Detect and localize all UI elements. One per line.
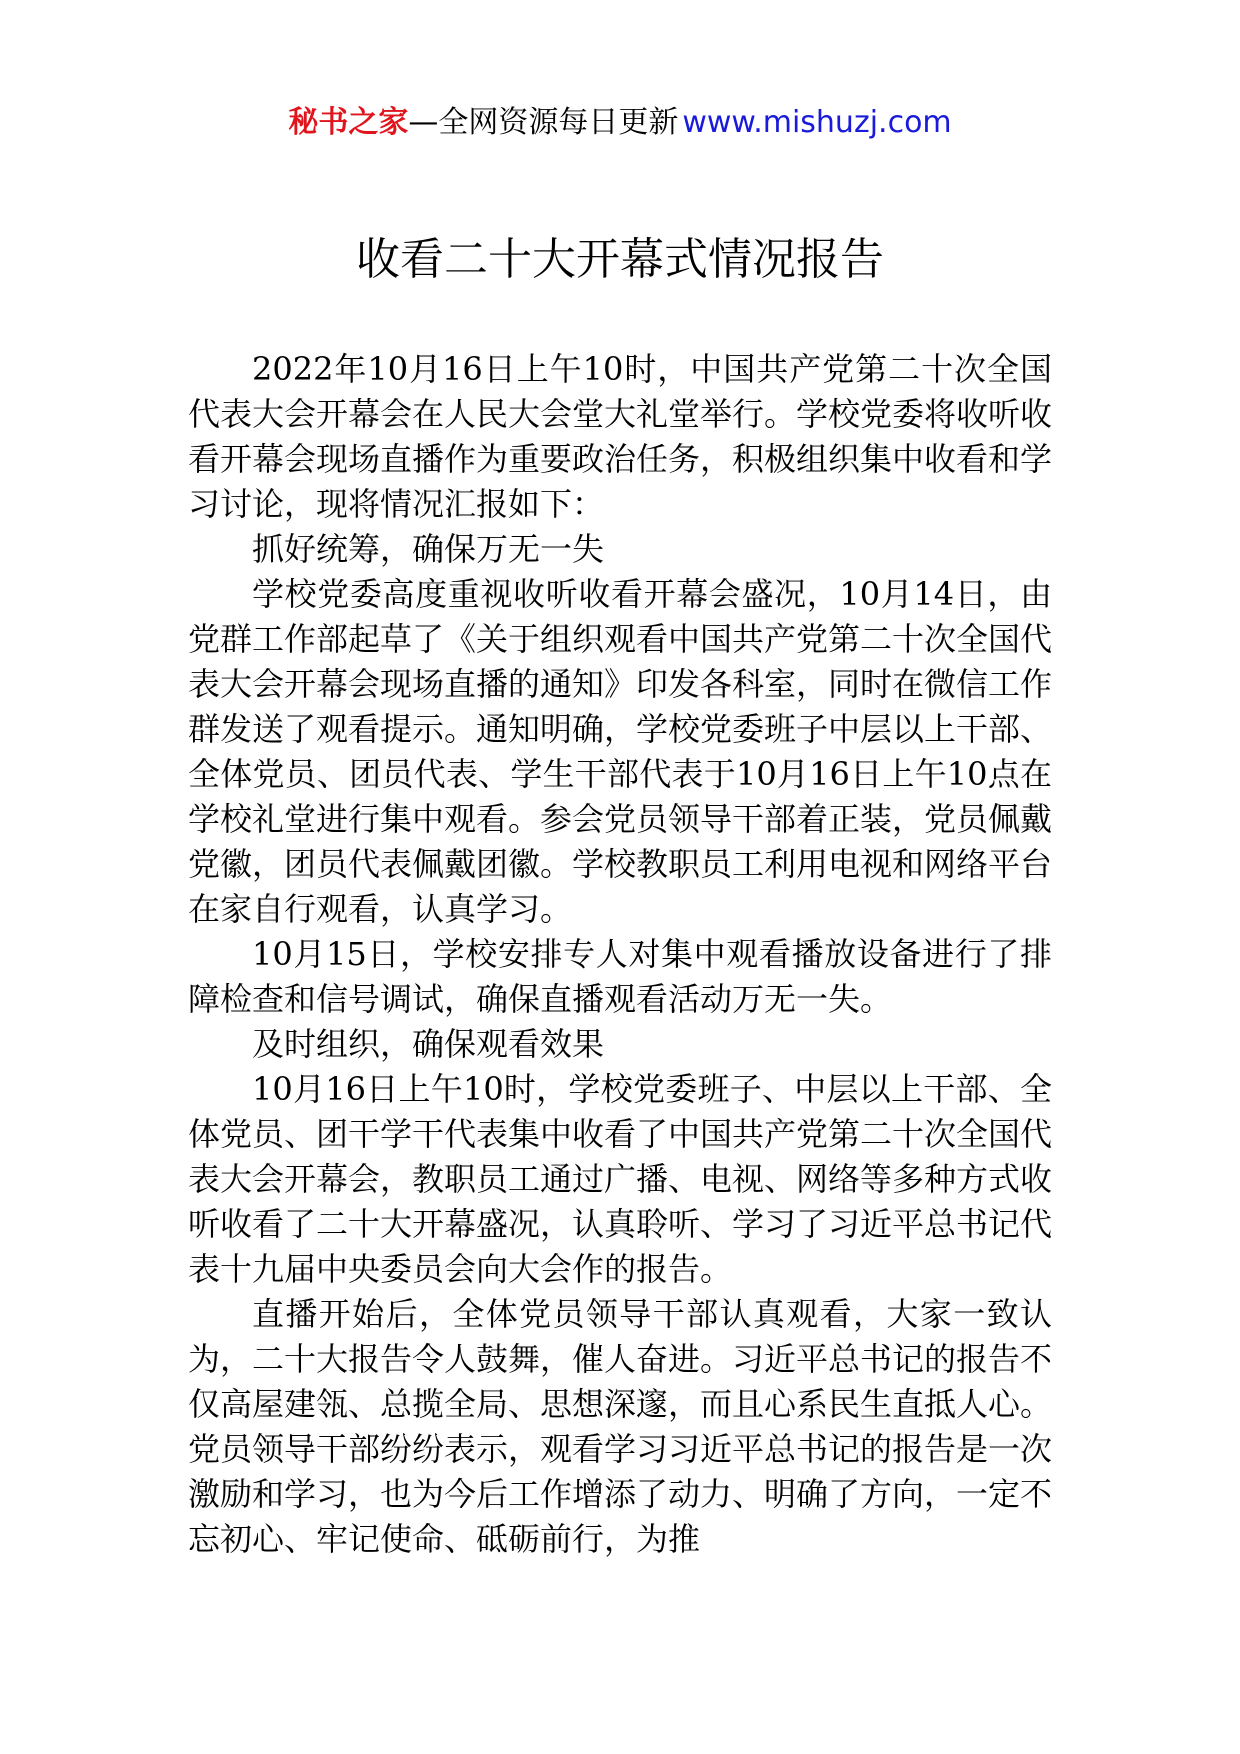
brand-name: 秘书之家 [288, 105, 409, 140]
body-paragraph: 学校党委高度重视收听收看开幕会盛况，10月14日，由党群工作部起草了《关于组织观看中国共产党第二十次全国代表大会开幕会现场直播的通知》印发各科室，同时在微信工作群发送了观看提示。通知明确，学校党委班子中层以上干部、全体党员、团员代表、学生干部代表于10月16日上午10点在学校礼堂进行集中观看。参会党员领导干部着正装，党员佩戴党徽，团员代表佩戴团徽。学校教职员工利用电视和网络平台在家自行观看，认真学习。 [188, 575, 1053, 928]
body-paragraph: 10月15日，学校安排专人对集中观看播放设备进行了排障检查和信号调试，确保直播观看活动万无一失。 [188, 935, 1052, 1018]
site-tagline: —全网资源每日更新 [408, 105, 679, 140]
site-header [0, 98, 1240, 148]
body-paragraph: 直播开始后，全体党员领导干部认真观看，大家一致认为，二十大报告令人鼓舞，催人奋进。习近平总书记的报告不仅高屋建瓴、总揽全局、思想深邃，而且心系民生直抵人心。党员领导干部纷纷表示，观看学习习近平总书记的报告是一次激励和学习，也为今后工作增添了动力、明确了方向，一定不忘初心、牢记使命、砥砺前行，为推 [188, 1295, 1053, 1558]
site-url-link[interactable]: www.mishuzj.com [682, 105, 952, 140]
section-heading-2: 及时组织，确保观看效果 [252, 1025, 605, 1063]
intro-paragraph: 2022年10月16日上午10时，中国共产党第二十次全国代表大会开幕会在人民大会堂大礼堂举行。学校党委将收听收看开幕会现场直播作为重要政治任务，积极组织集中收看和学习讨论，现将情况汇报如下： [188, 350, 1053, 523]
document-body [188, 347, 1052, 1562]
body-paragraph: 10月16日上午10时，学校党委班子、中层以上干部、全体党员、团干学干代表集中收看了中国共产党第二十次全国代表大会开幕会，教职员工通过广播、电视、网络等多种方式收听收看了二十大开幕盛况，认真聆听、学习了习近平总书记代表十九届中央委员会向大会作的报告。 [188, 1070, 1053, 1288]
document-title: 收看二十大开幕式情况报告 [356, 234, 884, 285]
section-heading-1: 抓好统筹，确保万无一失 [252, 530, 605, 568]
